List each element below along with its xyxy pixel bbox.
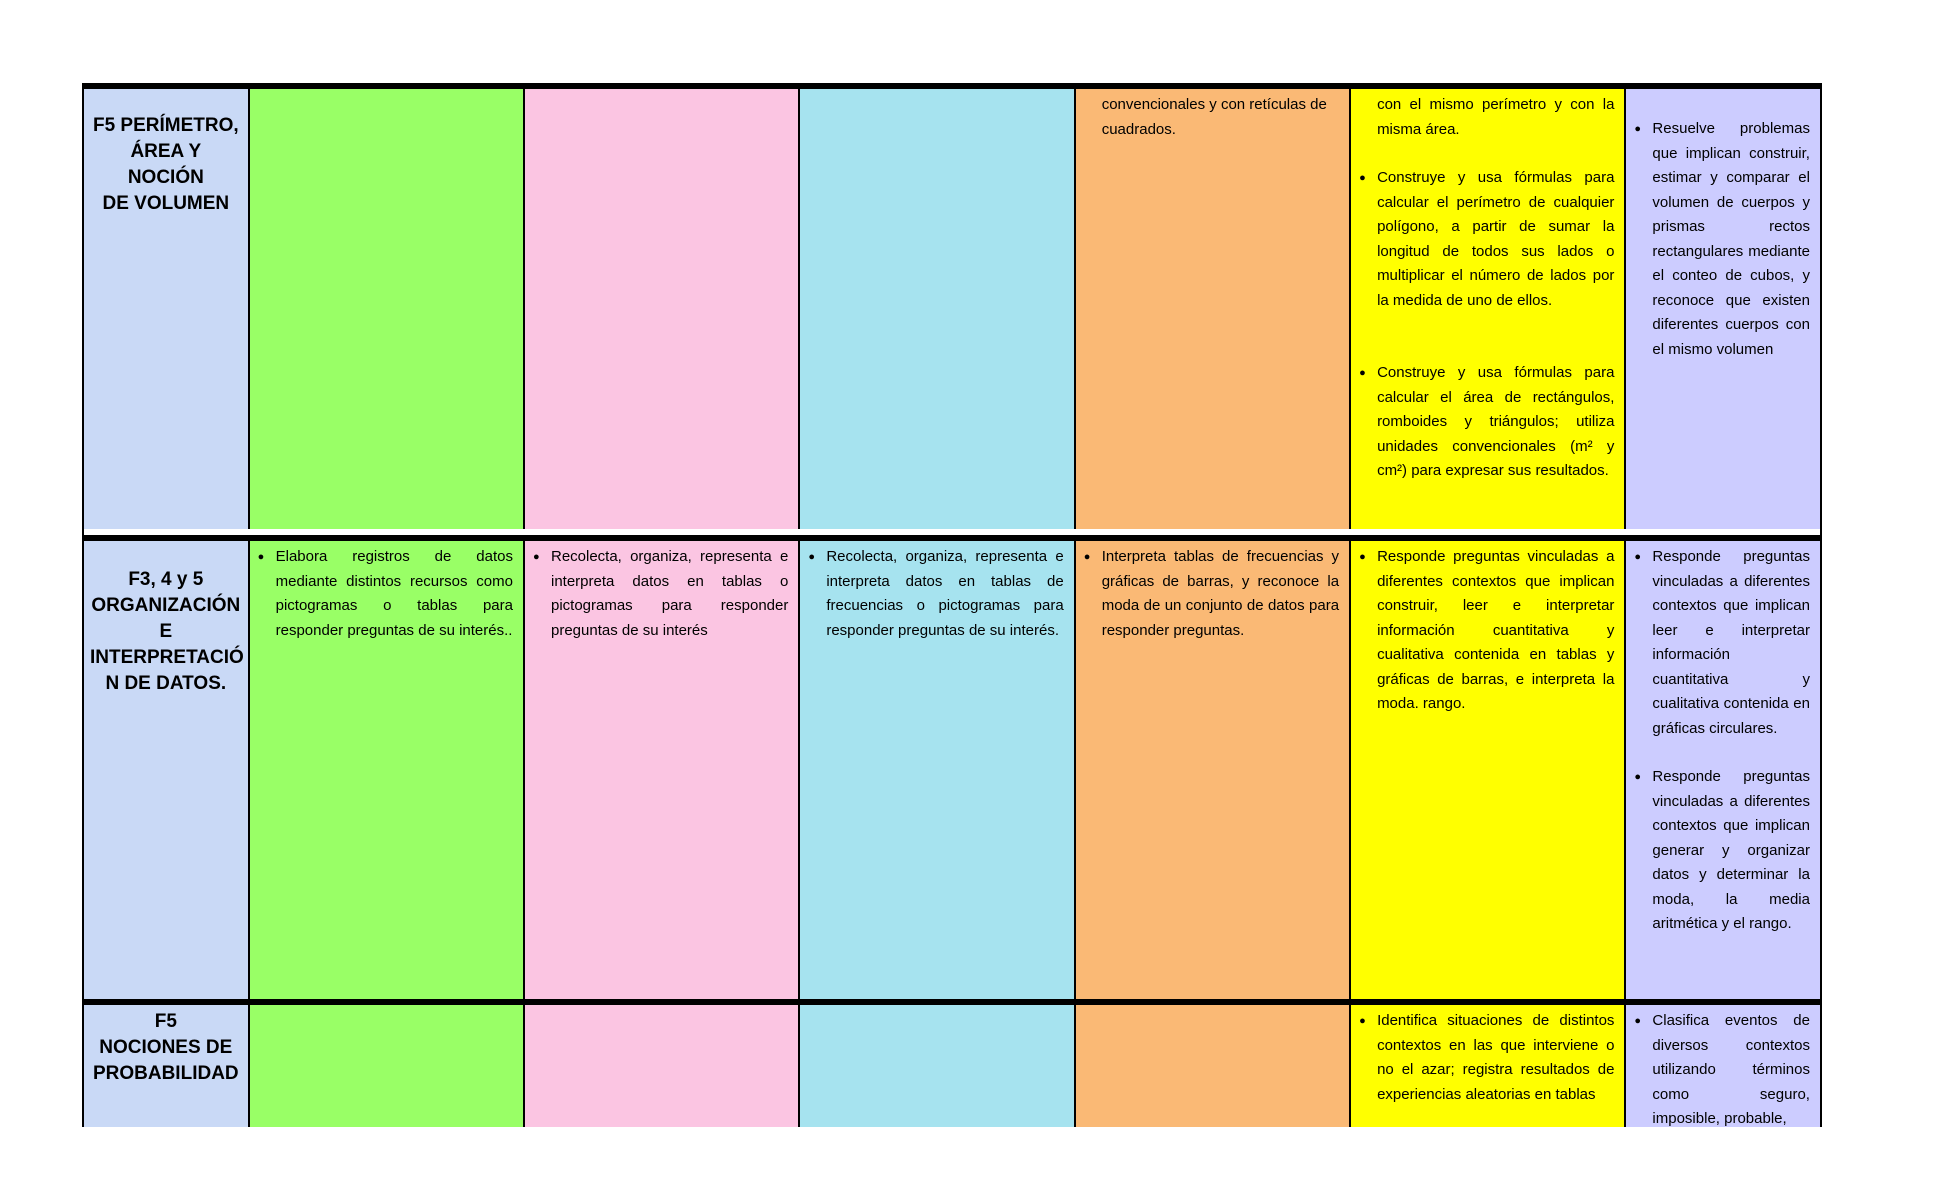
topic-title: F5 NOCIONES DE PROBABILIDAD — [92, 1011, 239, 1084]
grade-cell-yellow — [1351, 541, 1626, 999]
grade-cell-orange — [1076, 1005, 1351, 1127]
learning-list — [1626, 1005, 1820, 1127]
grade-cell-lilac — [1626, 89, 1820, 529]
grade-cell-pink — [525, 1005, 800, 1127]
list-item: ● Recolecta, organiza, representa e interpreta datos en tablas de frecuencias o pictogramas para responder preguntas de su interés. — [826, 545, 1063, 643]
topic-title: F5 PERÍMETRO, ÁREA Y NOCIÓN DE VOLUMEN — [92, 115, 239, 214]
learning-list — [800, 541, 1073, 643]
topic-cell — [84, 1005, 250, 1127]
grade-cell-lilac — [1626, 1005, 1820, 1127]
learning-list — [250, 541, 523, 643]
continuation-text: con el mismo perímetro y con la misma área. — [1377, 96, 1615, 138]
learning-list — [1351, 1005, 1624, 1107]
grade-cell-green — [250, 1005, 525, 1127]
topic-cell — [84, 89, 250, 529]
learning-list — [1626, 541, 1820, 937]
list-item: ● Clasifica eventos de diversos contextos utilizando términos como seguro, imposible, probable, — [1652, 1009, 1810, 1127]
grade-cell-orange — [1076, 541, 1351, 999]
grade-cell-pink — [525, 89, 800, 529]
learning-list — [1351, 541, 1624, 717]
learning-list — [1626, 89, 1820, 362]
list-item: ● Responde preguntas vinculadas a diferentes contextos que implican leer e interpretar información cuantitativa y cualitativa contenida en gráficas circulares. — [1652, 545, 1810, 741]
list-item: ● Resuelve problemas que implican construir, estimar y comparar el volumen de cuerpos y prismas rectos rectangulares mediante el conteo de cubos, y reconoce que existen diferentes cuerpos con el mismo volumen — [1652, 117, 1810, 362]
list-item: ● Interpreta tablas de frecuencias y gráficas de barras, y reconoce la moda de un conjunto de datos para responder preguntas. — [1102, 545, 1339, 643]
list-item: ● Elabora registros de datos mediante distintos recursos como pictogramas o tablas para responder preguntas de su interés.. — [276, 545, 513, 643]
topic-title: F3, 4 y 5 ORGANIZACIÓN E INTERPRETACIÓ N DE DATOS. — [90, 569, 244, 694]
row-perimetro-area-volumen — [84, 89, 1820, 529]
grade-cell-green — [250, 89, 525, 529]
grade-cell-orange — [1076, 89, 1351, 529]
list-item: ● Recolecta, organiza, representa e interpreta datos en tablas o pictogramas para responder preguntas de su interés — [551, 545, 788, 643]
learning-list — [1076, 541, 1349, 643]
list-item: ● Identifica situaciones de distintos contextos en las que interviene o no el azar; registra resultados de experiencias aleatorias en tablas — [1377, 1009, 1614, 1107]
grade-cell-lilac — [1626, 541, 1820, 999]
grade-cell-blue — [800, 1005, 1075, 1127]
list-item: ● Responde preguntas vinculadas a diferentes contextos que implican generar y organizar datos y determinar la moda, la media aritmética y el rango. — [1652, 765, 1810, 937]
grade-cell-pink — [525, 541, 800, 999]
grade-cell-blue — [800, 541, 1075, 999]
topic-cell — [84, 541, 250, 999]
grade-cell-yellow — [1351, 1005, 1626, 1127]
list-item: ● Responde preguntas vinculadas a diferentes contextos que implican construir, leer e interpretar información cuantitativa y cualitativa contenida en tablas y gráficas de barras, e interpreta la moda. rango. — [1377, 545, 1614, 717]
list-item: ● Construye y usa fórmulas para calcular el área de rectángulos, romboides y triángulos; utiliza unidades convencionales (m² y cm²) para expresar sus resultados. — [1377, 361, 1614, 484]
learning-list — [525, 541, 798, 643]
list-item: ● Construye y usa fórmulas para calcular el perímetro de cualquier polígono, a partir de sumar la longitud de todos sus lados o multiplicar el número de lados por la medida de uno de ellos. — [1377, 166, 1614, 313]
grade-cell-yellow — [1351, 89, 1626, 529]
grade-cell-green — [250, 541, 525, 999]
curriculum-table — [82, 83, 1822, 1127]
row-organizacion-datos — [84, 535, 1820, 999]
continuation-text: convencionales y con retículas de cuadrados. — [1101, 96, 1327, 138]
row-probabilidad — [84, 999, 1820, 1127]
grade-cell-blue — [800, 89, 1075, 529]
learning-list — [1351, 166, 1624, 484]
